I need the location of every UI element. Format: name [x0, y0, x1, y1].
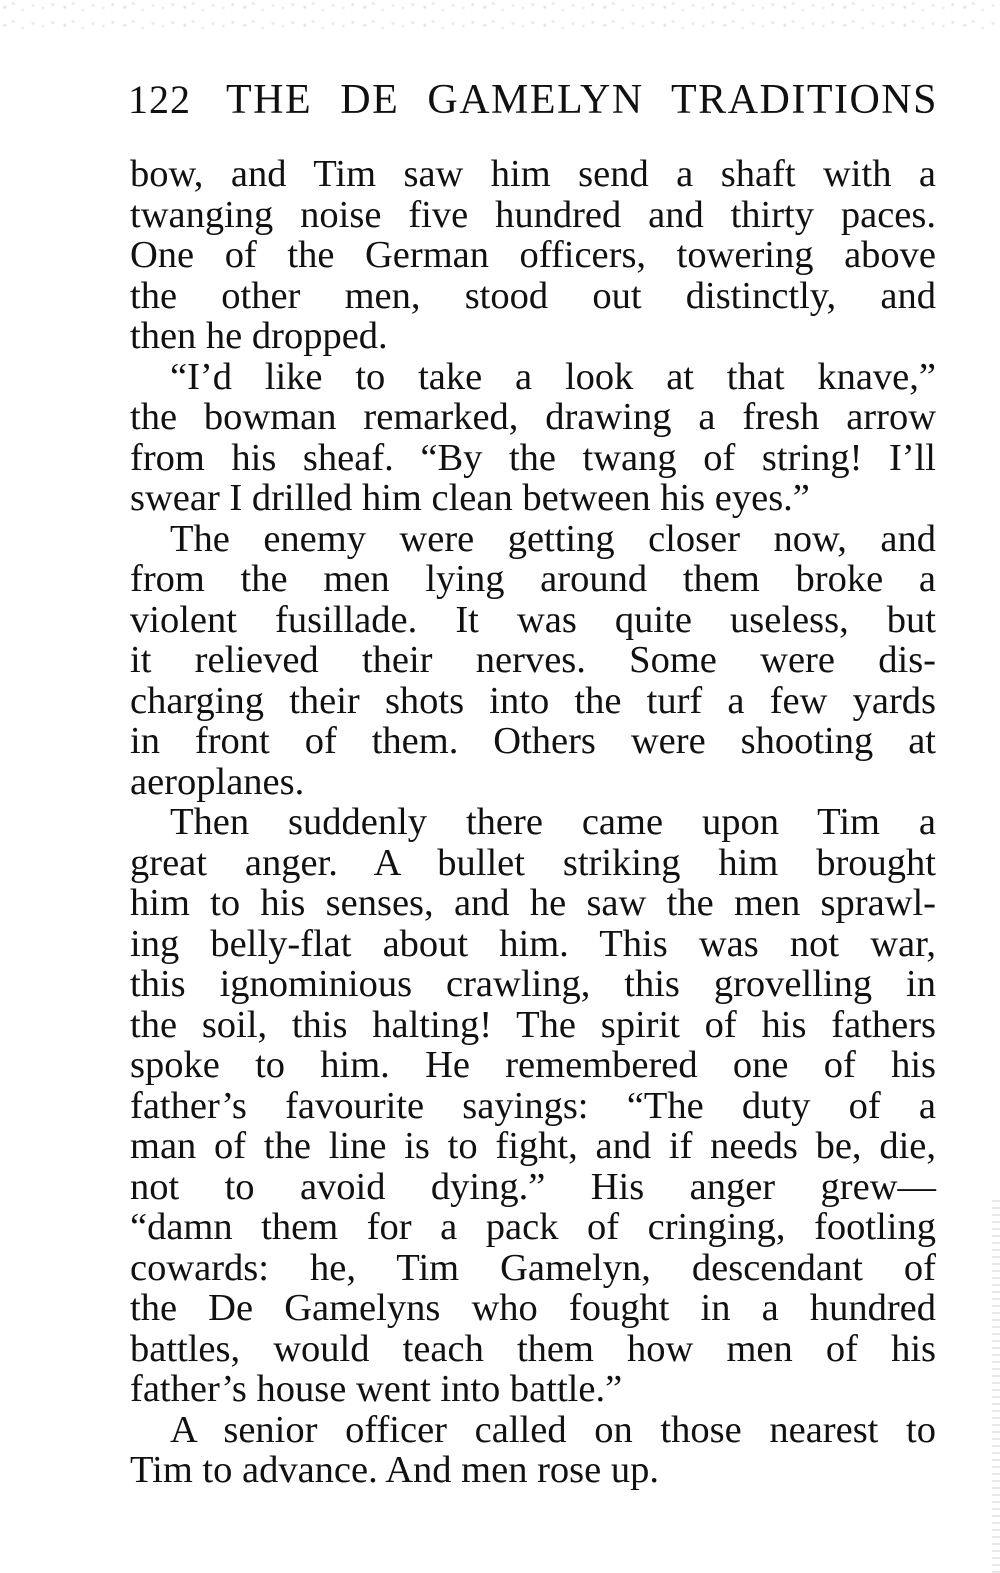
text-line: bow, and Tim saw him send a shaft with a: [130, 153, 936, 195]
paragraph: [130, 802, 936, 1410]
paragraph: [130, 154, 936, 357]
text-line: “damn them for a pack of cringing, footling: [130, 1206, 936, 1248]
text-line: aeroplanes.: [130, 760, 305, 803]
text-line: The enemy were getting closer now, and: [170, 517, 936, 560]
page-number: 122: [128, 77, 191, 122]
paragraph: [130, 357, 936, 519]
text-line: father’s favourite sayings: “The duty of a: [130, 1084, 936, 1127]
text-line: ing belly-flat about him. This was not war,: [130, 922, 936, 965]
text-line: charging their shots into the turf a few yards: [130, 679, 936, 722]
text-line: this ignominious crawling, this grovelling in: [130, 963, 936, 1005]
text-line: not to avoid dying.” His anger grew—: [130, 1165, 936, 1208]
text-line: One of the German officers, towering above: [130, 234, 936, 276]
page-header: [128, 70, 938, 130]
text-line: violent fusillade. It was quite useless, but: [130, 598, 936, 641]
text-line: father’s house went into battle.”: [130, 1368, 623, 1410]
text-line: him to his senses, and he saw the men sprawl-: [130, 882, 936, 924]
text-line: great anger. A bullet striking him brought: [130, 841, 936, 884]
text-line: Then suddenly there came upon Tim a: [170, 801, 936, 843]
text-line: then he dropped.: [130, 315, 388, 357]
text-line: the De Gamelyns who fought in a hundred: [130, 1287, 936, 1329]
scan-speckle: [0, 0, 1000, 36]
paragraph: [130, 519, 936, 803]
text-line: cowards: he, Tim Gamelyn, descendant of: [130, 1246, 936, 1289]
text-line: A senior officer called on those nearest to: [170, 1408, 936, 1451]
text-line: in front of them. Others were shooting at: [130, 720, 936, 762]
text-line: man of the line is to fight, and if needs be, die,: [130, 1125, 936, 1167]
running-title: THE DE GAMELYN TRADITIONS: [226, 77, 938, 123]
text-line: twanging noise five hundred and thirty paces.: [130, 193, 936, 236]
text-line: spoke to him. He remembered one of his: [130, 1044, 936, 1086]
text-line: the bowman remarked, drawing a fresh arrow: [130, 396, 936, 438]
text-line: the other men, stood out distinctly, and: [130, 274, 936, 317]
paragraph: [130, 1410, 936, 1491]
text-line: battles, would teach them how men of his: [130, 1327, 936, 1370]
text-line: Tim to advance. And men rose up.: [130, 1449, 659, 1491]
text-line: it relieved their nerves. Some were dis-: [130, 639, 936, 681]
text-line: the soil, this halting! The spirit of his fathers: [130, 1003, 936, 1046]
scan-edge-noise: [992, 1200, 1000, 1573]
text-line: “I’d like to take a look at that knave,”: [170, 355, 936, 398]
text-line: swear I drilled him clean between his eyes.”: [130, 477, 810, 519]
body-text: [130, 154, 936, 1491]
text-line: from his sheaf. “By the twang of string! I’ll: [130, 436, 936, 479]
text-line: from the men lying around them broke a: [130, 558, 936, 600]
